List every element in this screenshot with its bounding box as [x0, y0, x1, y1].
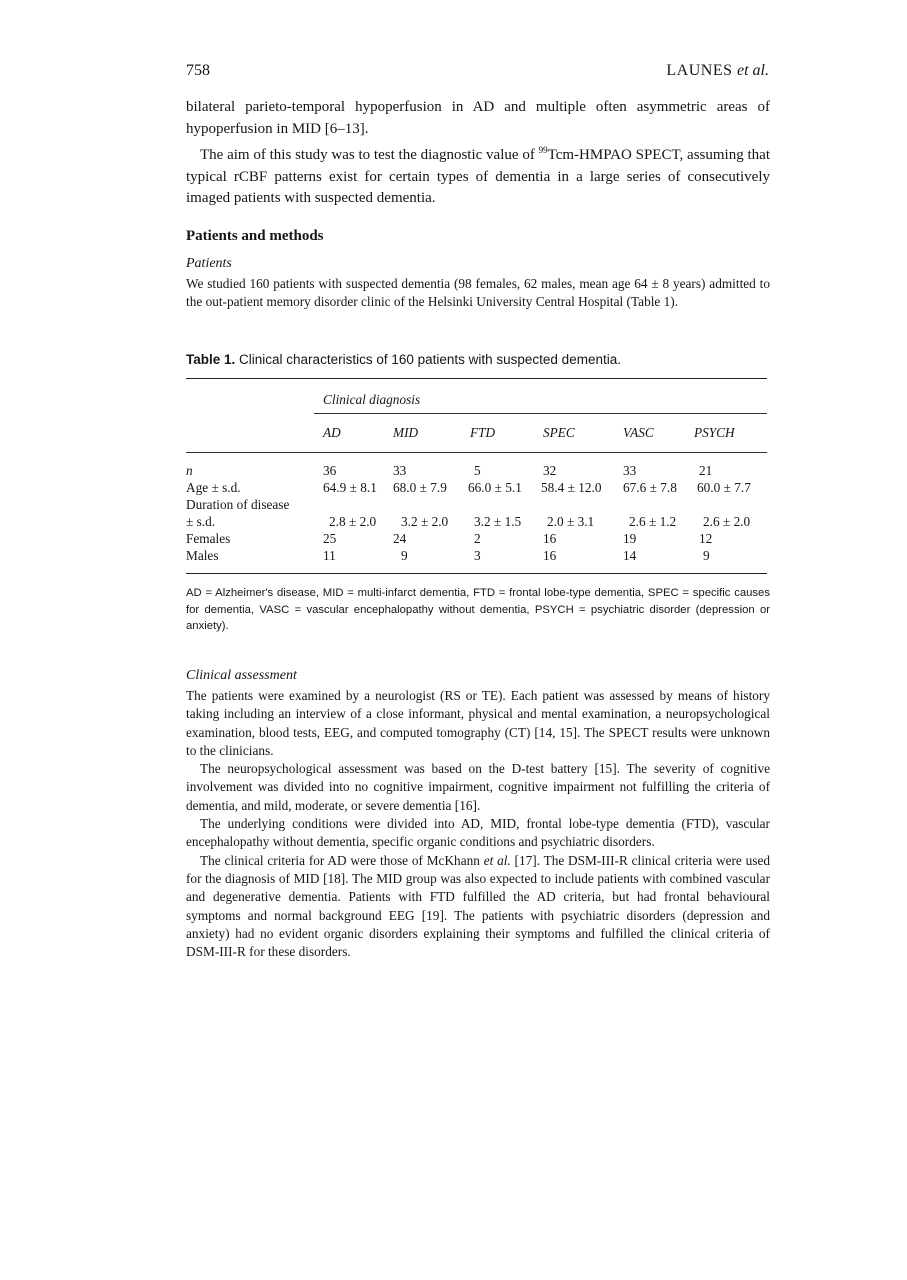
table-cell: 19 — [623, 531, 637, 546]
table-cell: 24 — [393, 531, 407, 546]
running-head-etal: et al. — [737, 62, 769, 79]
table-caption-label: Table 1. — [186, 352, 236, 367]
row-label-duration: Duration of disease — [186, 497, 290, 512]
table-cell: 21 — [699, 463, 713, 478]
table-cell: 11 — [323, 548, 336, 563]
table-cell: 2.0 ± 3.1 — [547, 514, 595, 529]
clinical-paragraph-3: The underlying conditions were divided into AD, MID, frontal lobe-type dementia (FTD), vascular encephalopathy without dementia, specific organic conditions and psychiatric disorders. — [186, 816, 770, 850]
table-bottom-rule — [186, 573, 767, 574]
table-group-rule — [314, 413, 767, 414]
table-cell: 58.4 ± 12.0 — [541, 480, 602, 495]
table-cell: 14 — [623, 548, 637, 563]
col-header-ad: AD — [323, 425, 341, 440]
page-number: 758 — [186, 62, 210, 79]
clinical-paragraph-4-etal: et al. — [483, 852, 511, 868]
section-heading: Patients and methods — [186, 228, 324, 244]
table-cell: 64.9 ± 8.1 — [323, 480, 377, 495]
table-cell: 3.2 ± 1.5 — [474, 514, 522, 529]
intro-paragraph-2-end: Tcm-HMPAO SPECT, assuming that typical rCBF patterns exist for certain types of dementia in a large series of consecutively imaged patients with suspected dementia. — [186, 147, 770, 206]
col-header-vasc: VASC — [623, 425, 654, 440]
table-group-header: Clinical diagnosis — [323, 392, 421, 407]
table-cell: 2.6 ± 2.0 — [703, 514, 751, 529]
intro-paragraph-2-start: The aim of this study was to test the diagnostic value of — [200, 147, 539, 163]
table-cell: 2.8 ± 2.0 — [329, 514, 377, 529]
table-cell: 16 — [543, 531, 557, 546]
clinical-section — [186, 687, 770, 961]
table-cell: 68.0 ± 7.9 — [393, 480, 447, 495]
isotope-superscript: 99 — [538, 145, 548, 155]
table-cell: 33 — [393, 463, 407, 478]
patients-section — [186, 275, 770, 312]
table-cell: 2.6 ± 1.2 — [629, 514, 677, 529]
col-header-mid: MID — [393, 425, 419, 440]
patients-subheading: Patients — [186, 256, 232, 271]
clinical-paragraph-1: The patients were examined by a neurologist (RS or TE). Each patient was assessed by means of history taking including an interview of a close informant, physical and mental examination, a neuropsychological examination, blood tests, EEG, and computed tomography (CT) [14, 15]. The SPECT results were unknown to the clinicians. — [186, 688, 770, 758]
table-caption-text: Clinical characteristics of 160 patients with suspected dementia. — [235, 352, 621, 367]
table-top-rule — [186, 378, 767, 379]
col-header-ftd: FTD — [470, 425, 496, 440]
table-caption — [186, 352, 621, 367]
row-label-females: Females — [186, 531, 231, 546]
table-cell: 36 — [323, 463, 337, 478]
table-cell: 3 — [474, 548, 481, 563]
table-cell: 2 — [474, 531, 481, 546]
running-head-authors: LAUNES — [666, 62, 733, 79]
table-cell: 32 — [543, 463, 557, 478]
table-cell: 33 — [623, 463, 637, 478]
clinical-paragraph-4 — [186, 852, 770, 962]
intro-paragraph-1: bilateral parieto-temporal hypoperfusion in AD and multiple often asymmetric areas of hypoperfusion in MID [6–13]. — [186, 99, 770, 137]
intro-text — [186, 97, 770, 210]
patients-paragraph: We studied 160 patients with suspected dementia (98 females, 62 males, mean age 64 ± 8 years) admitted to the out-patient memory disorder clinic of the Helsinki University Central Hospital (Table 1). — [186, 276, 770, 310]
clinical-subheading: Clinical assessment — [186, 668, 297, 683]
table-cell: 3.2 ± 2.0 — [401, 514, 449, 529]
table-footnote: AD = Alzheimer's disease, MID = multi-infarct dementia, FTD = frontal lobe-type dementia, SPEC = specific causes for dementia, VASC = vascular encephalopathy without dementia, PSYCH = psychiatric disorder (depression or anxiety). — [186, 587, 770, 632]
row-label-n: n — [186, 463, 193, 478]
table-cell: 60.0 ± 7.7 — [697, 480, 751, 495]
table-cell: 12 — [699, 531, 713, 546]
table-header-rule — [186, 452, 767, 453]
table-cell: 67.6 ± 7.8 — [623, 480, 677, 495]
table-cell: 5 — [474, 463, 481, 478]
row-label-age: Age ± s.d. — [186, 480, 241, 495]
running-head — [666, 62, 769, 80]
col-header-spec: SPEC — [543, 425, 575, 440]
row-label-duration-sd: ± s.d. — [186, 514, 216, 529]
intro-paragraph-2 — [186, 140, 770, 210]
table-cell: 9 — [401, 548, 408, 563]
clinical-paragraph-4-end: [17]. The DSM-III-R clinical criteria were used for the diagnosis of MID [18]. The MID group was also expected to include patients with combined vascular and degenerative dementia. Patients with FTD fulfilled the AD criteria, but had frontal behavioural symptoms and normal background EEG [19]. The patients with psychiatric disorders (depression and anxiety) had no evident organic disorders explaining their symptoms and fulfilled the clinical criteria of DSM-III-R for these disorders. — [186, 852, 770, 960]
table-cell: 9 — [703, 548, 710, 563]
table-cell: 66.0 ± 5.1 — [468, 480, 522, 495]
table-cell: 16 — [543, 548, 557, 563]
clinical-paragraph-4-start: The clinical criteria for AD were those of McKhann — [200, 852, 484, 868]
table-cell: 25 — [323, 531, 337, 546]
col-header-psych: PSYCH — [694, 425, 735, 440]
clinical-paragraph-2: The neuropsychological assessment was based on the D-test battery [15]. The severity of cognitive involvement was divided into no cognitive impairment, cognitive impairment not fulfilling the criteria of dementia, and mild, moderate, or severe dementia [16]. — [186, 761, 770, 813]
row-label-males: Males — [186, 548, 219, 563]
